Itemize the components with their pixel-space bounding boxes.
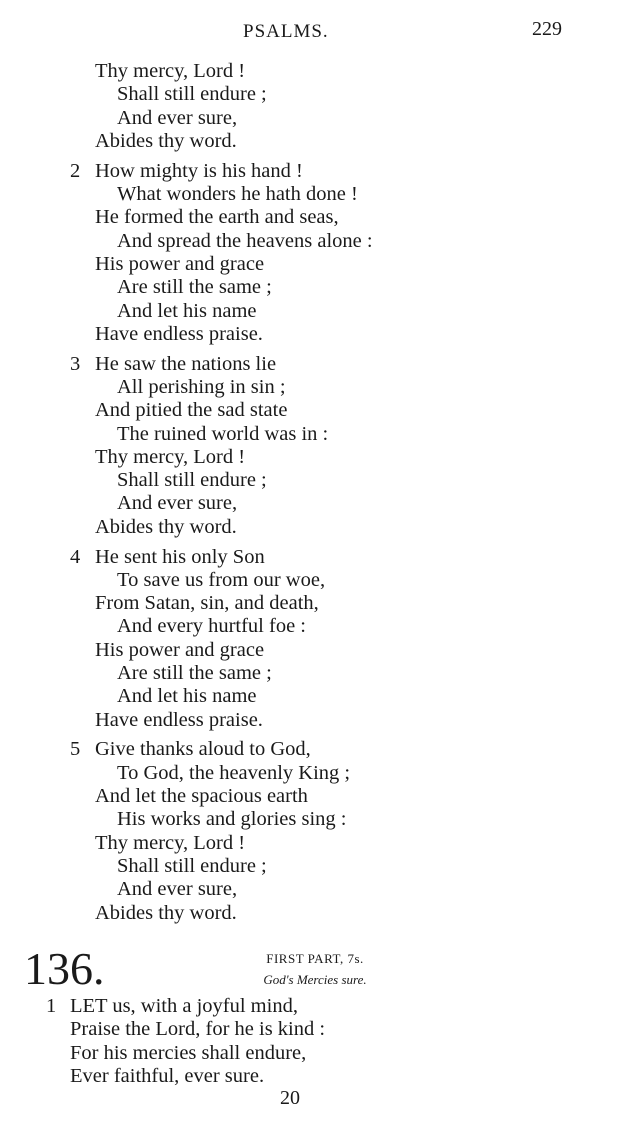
verse-line: Shall still endure ; (117, 469, 267, 492)
verse-line: His works and glories sing : (117, 808, 347, 831)
stanza-number: 2 (70, 159, 81, 182)
verse-line: Praise the Lord, for he is kind : (70, 1018, 326, 1041)
hymn-number: 136. (24, 943, 105, 994)
signature-mark: 20 (280, 1087, 300, 1109)
verse-line: The ruined world was in : (117, 422, 329, 445)
verse-line: He formed the earth and seas, (95, 206, 339, 229)
verse-line: Thy mercy, Lord ! (95, 445, 246, 468)
hymn-meter: FIRST PART, 7s. (266, 951, 364, 966)
stanza-number: 3 (70, 352, 81, 375)
verse-line: Have endless praise. (95, 708, 263, 731)
verse-line: All perishing in sin ; (117, 375, 286, 398)
verse-line: To God, the heavenly King ; (117, 761, 351, 784)
stanza-number: 1 (46, 995, 57, 1017)
verse-line: For his mercies shall endure, (70, 1041, 307, 1064)
verse-line: Abides thy word. (95, 129, 237, 152)
stanza-number: 5 (70, 738, 81, 761)
page-number: 229 (532, 18, 562, 40)
verse-line: And let his name (117, 299, 257, 322)
verse-line: Thy mercy, Lord ! (95, 60, 246, 82)
running-head (0, 18, 640, 48)
verse-line: He saw the nations lie (95, 352, 277, 375)
hymn-subtitle: God's Mercies sure. (263, 972, 367, 987)
verse-line: And every hurtful foe : (117, 615, 306, 638)
verse-line: And spread the heavens alone : (117, 229, 373, 252)
verse-line: Are still the same ; (117, 662, 272, 684)
stanza-number: 4 (70, 545, 81, 568)
verse-line: Thy mercy, Lord ! (95, 831, 246, 854)
verse-line: Abides thy word. (95, 901, 237, 924)
verse-line: His power and grace (95, 252, 265, 275)
verse-line: He sent his only Son (95, 545, 265, 568)
verse-line: And ever sure, (117, 492, 238, 515)
verse-line: What wonders he hath done ! (117, 183, 358, 205)
verse-line: Shall still endure ; (117, 83, 267, 106)
verse-line: And ever sure, (117, 878, 238, 901)
verse-line: Ever faithful, ever sure. (70, 1064, 265, 1087)
verse-line: Give thanks aloud to God, (95, 738, 311, 761)
verse-line: How mighty is his hand ! (95, 159, 303, 182)
verse-line: From Satan, sin, and death, (95, 592, 319, 615)
verse-line: Are still the same ; (117, 276, 272, 299)
verse-line: And ever sure, (117, 106, 238, 129)
verse-line: Abides thy word. (95, 515, 237, 538)
running-title: PSALMS. (243, 21, 329, 42)
verse-line: And let his name (117, 685, 257, 708)
verse-line: LET us, with a joyful mind, (70, 995, 298, 1017)
verse-line: And let the spacious earth (95, 785, 308, 807)
verse-line: And pitied the sad state (95, 399, 288, 422)
verse-line: Shall still endure ; (117, 854, 267, 877)
verse-line: To save us from our woe, (117, 568, 326, 591)
verse-line: Have endless praise. (95, 322, 263, 345)
verse-line: His power and grace (95, 638, 265, 661)
